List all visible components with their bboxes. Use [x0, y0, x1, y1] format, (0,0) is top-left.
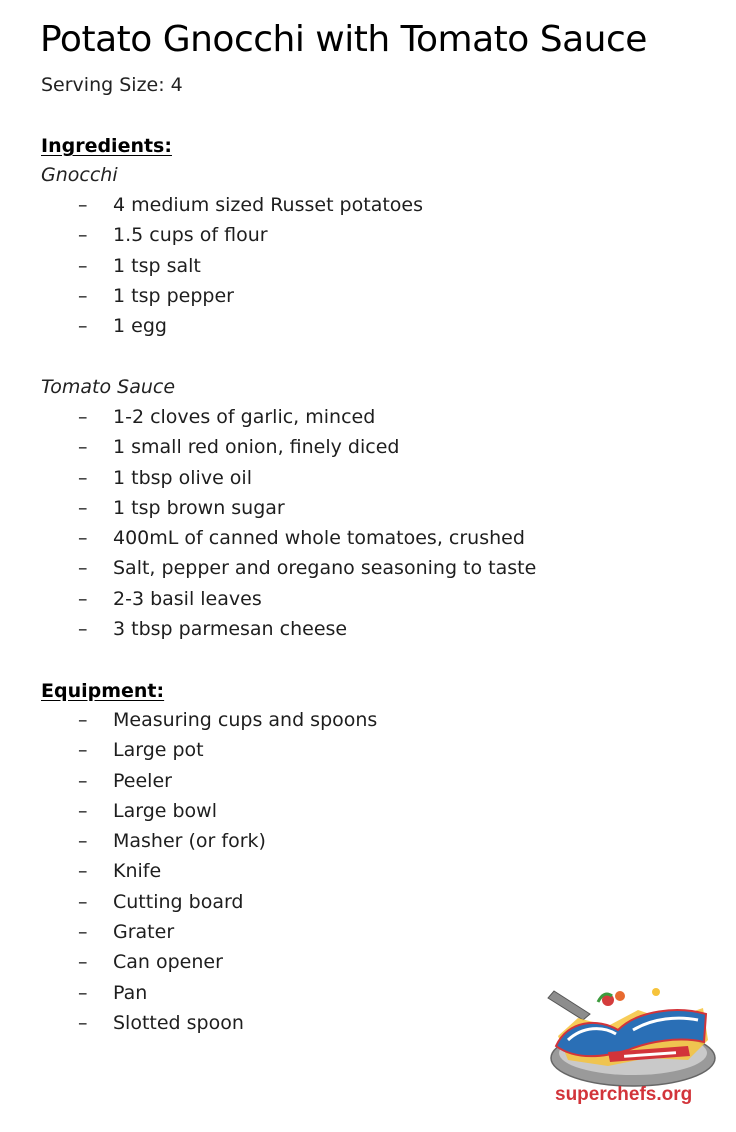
list-marker: – [78, 921, 88, 944]
list-marker: – [78, 224, 88, 247]
list-marker: – [78, 284, 88, 307]
equipment-text: Measuring cups and spoons [113, 709, 378, 731]
ingredient-text: 3 tbsp parmesan cheese [113, 618, 348, 641]
list-marker: – [78, 618, 88, 641]
equipment-text: Large bowl [113, 799, 217, 822]
list-marker: – [78, 799, 88, 822]
list-marker: – [78, 860, 88, 883]
equipment-text: Pan [113, 981, 148, 1004]
list-marker: – [78, 830, 88, 853]
equipment-text: Knife [113, 860, 162, 883]
list-marker: – [78, 436, 88, 459]
list-marker: – [78, 709, 88, 731]
list-marker: – [78, 739, 88, 762]
list-marker: – [78, 557, 88, 580]
list-marker: – [78, 527, 88, 550]
tomato-sauce-heading: Tomato Sauce [41, 376, 176, 398]
ingredient-text: 400mL of canned whole tomatoes, crushed [113, 527, 525, 550]
list-marker: – [78, 951, 88, 974]
ingredient-text: 1.5 cups of flour [113, 224, 268, 247]
list-marker: – [78, 587, 88, 610]
ingredient-text: 4 medium sized Russet potatoes [113, 194, 424, 216]
ingredient-text: 1 tsp salt [113, 254, 201, 277]
list-marker: – [78, 254, 88, 277]
list-marker: – [78, 981, 88, 1004]
equipment-text: Cutting board [113, 890, 244, 913]
ingredient-text: 1 tbsp olive oil [113, 466, 252, 489]
ingredient-text: 1 small red onion, finely diced [113, 436, 400, 459]
serving-size: Serving Size: 4 [41, 74, 183, 96]
equipment-text: Can opener [113, 951, 223, 974]
equipment-heading: Equipment: [41, 680, 165, 702]
equipment-text: Slotted spoon [113, 1011, 244, 1034]
equipment-text: Masher (or fork) [113, 830, 266, 853]
ingredient-text: Salt, pepper and oregano seasoning to taste [113, 557, 537, 580]
list-marker: – [78, 769, 88, 792]
ingredient-text: 1 tsp brown sugar [113, 496, 285, 519]
equipment-text: Grater [113, 921, 175, 944]
list-marker: – [78, 1011, 88, 1034]
recipe-title: Potato Gnocchi with Tomato Sauce [40, 19, 647, 60]
ingredient-text: 1 egg [113, 315, 167, 338]
list-marker: – [78, 315, 88, 338]
ingredient-text: 1 tsp pepper [113, 284, 234, 307]
list-marker: – [78, 466, 88, 489]
list-marker: – [78, 406, 88, 428]
equipment-text: Large pot [113, 739, 204, 762]
list-marker: – [78, 194, 88, 216]
ingredient-text: 1-2 cloves of garlic, minced [113, 406, 376, 428]
list-marker: – [78, 890, 88, 913]
ingredients-heading: Ingredients: [41, 135, 172, 157]
ingredient-text: 2-3 basil leaves [113, 587, 262, 610]
superchefs-url: superchefs.org [555, 1084, 693, 1105]
list-marker: – [78, 496, 88, 519]
gnocchi-heading: Gnocchi [41, 164, 118, 186]
equipment-text: Peeler [113, 769, 172, 792]
